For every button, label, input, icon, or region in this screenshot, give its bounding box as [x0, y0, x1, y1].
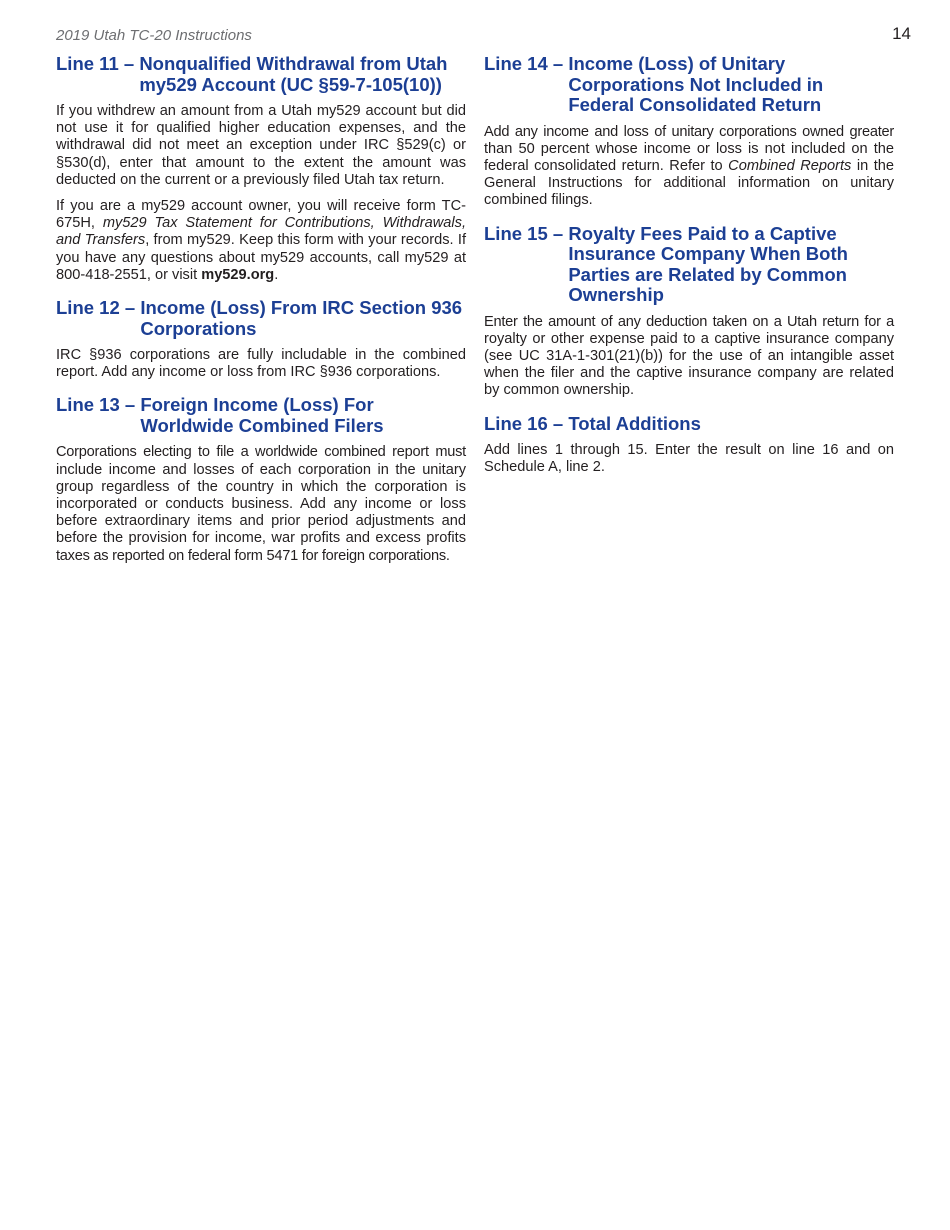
section-line-11	[56, 54, 466, 284]
section-heading-line-13	[56, 395, 466, 436]
section-heading-line-11	[56, 54, 466, 95]
form-title-italic: my529 Tax Statement for Contributions, Withdrawals, and Transfers	[56, 215, 466, 249]
text-run: Corporations electing to file a worldwide combined report must	[56, 444, 466, 461]
text-run: taxes as reported on federal form 5471 for foreign corporations.	[56, 547, 450, 564]
text-run: Enter the amount of any deduction taken on a Utah return for a	[484, 313, 894, 330]
text-run: Add any income and loss of unitary corporations owned greater	[484, 123, 894, 140]
heading-dash: –	[119, 394, 141, 416]
heading-dash: –	[547, 222, 569, 244]
page-number: 14	[892, 24, 911, 43]
text-run: include income and losses of each corporation in the unitary group regardless of the country in which the corporation is incorporated or conducts business. Add any income or loss before extraordinary items and prior period adjustments and before the provision for income, war profits and excess profits	[56, 461, 466, 547]
heading-line-number: Line 16	[484, 412, 548, 434]
paragraph	[484, 314, 894, 400]
running-header: 2019 Utah TC-20 Instructions	[56, 27, 252, 44]
heading-line-number: Line 11	[56, 53, 119, 74]
heading-title: Income (Loss) From IRC Section 936 Corporations	[140, 297, 463, 339]
heading-title: Income (Loss) of Unitary Corporations Not Included in Federal Consolidated Return	[568, 53, 824, 115]
paragraph	[484, 124, 894, 210]
section-heading-line-16	[484, 414, 894, 435]
heading-line-number: Line 13	[56, 394, 120, 416]
text-run: .	[274, 266, 279, 283]
section-line-13	[56, 395, 466, 564]
paragraph: Add lines 1 through 15. Enter the result on line 16 and on Schedule A, line 2.	[484, 442, 894, 476]
text-run: royalty or other expense paid to a captive insurance company (see UC 31A-1-301(21)(b)) for the use of an intangible asset when the filer and the captive insurance company are related by common ownership.	[484, 330, 894, 399]
website-link-text: my529.org	[201, 266, 275, 283]
section-line-14	[484, 54, 894, 210]
paragraph	[56, 198, 466, 284]
heading-line-number: Line 15	[484, 222, 548, 244]
section-heading-line-14	[484, 54, 894, 116]
right-column	[484, 54, 894, 490]
reference-italic: Combined Reports	[728, 157, 852, 174]
heading-dash: –	[547, 53, 569, 74]
section-heading-line-15	[484, 224, 894, 306]
paragraph	[56, 444, 466, 564]
paragraph: If you withdrew an amount from a Utah my529 account but did not use it for qualified higher education expenses, and the withdrawal did not meet an exception under IRC §529(c) or §530(d), enter that amount to the extent the amount was deducted on the current or a previously filed Utah tax return.	[56, 103, 466, 188]
heading-title: Foreign Income (Loss) For Worldwide Combined Filers	[140, 394, 384, 436]
heading-line-number: Line 14	[484, 53, 548, 74]
paragraph: IRC §936 corporations are fully includable in the combined report. Add any income or loss from IRC §936 corporations.	[56, 347, 466, 381]
section-line-12	[56, 298, 466, 381]
heading-dash: –	[118, 53, 140, 74]
heading-dash: –	[547, 412, 569, 434]
section-heading-line-12	[56, 298, 466, 339]
text-run: , from my529. Keep this form with your records. If you have any questions about my529 accounts, call my529 at 800-418-2551, or visit	[56, 232, 466, 283]
heading-title: Nonqualified Withdrawal from Utah my529 Account (UC §59-7-105(10))	[139, 53, 448, 95]
text-run: If you are a my529 account owner, you will receive form TC-675H,	[56, 198, 466, 232]
text-run: than 50 percent whose income or loss is not included on the federal consolidated return. Refer to	[484, 140, 894, 174]
heading-title: Royalty Fees Paid to a Captive Insurance Company When Both Parties are Related by Common Ownership	[568, 222, 848, 306]
heading-line-number: Line 12	[56, 297, 120, 319]
section-line-16	[484, 414, 894, 477]
text-run: in the General Instructions for additional information on unitary combined filings.	[484, 157, 894, 209]
heading-dash: –	[119, 297, 141, 319]
left-column	[56, 54, 466, 579]
section-line-15	[484, 224, 894, 400]
heading-title: Total Additions	[568, 412, 701, 434]
